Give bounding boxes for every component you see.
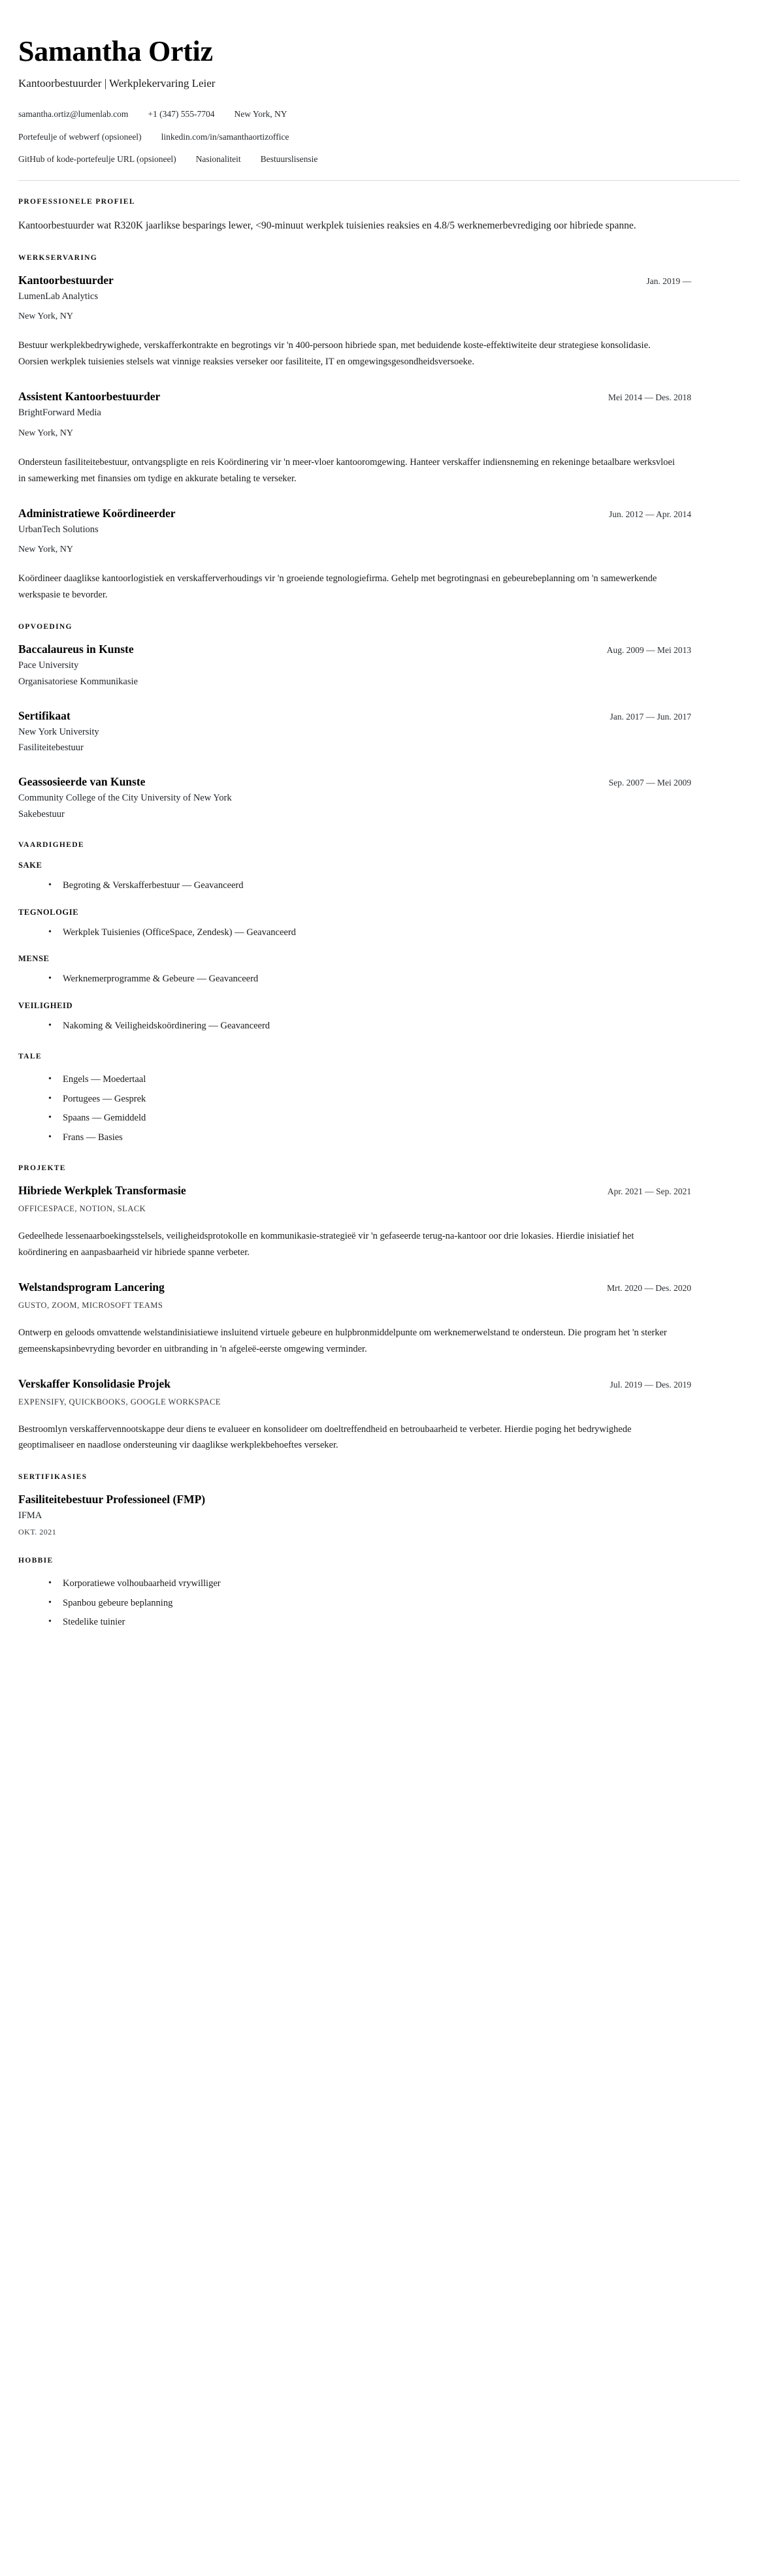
education-field: Fasiliteitebestuur [18, 742, 84, 754]
project-description: Ontwerp en geloods omvattende welstandinisiatiewe insluitend virtuele gebeure en hulpbronmiddelpunte om werknemerwelstand te ondersteun. Die program het 'n sterker gemeenskapsinbevryding bevorder en uitbranding in 'n afgeleë-eerste omgewing verminder. [18, 1327, 667, 1354]
experience-role: Kantoorbestuurder [18, 273, 114, 287]
section-title-education: OPVOEDING [18, 623, 73, 631]
project-entry-head [18, 1184, 691, 1198]
skill-group [18, 908, 740, 940]
project-entry-head [18, 1280, 691, 1295]
education-school: Pace University [18, 660, 79, 671]
contact-line-extra [18, 153, 740, 166]
experience-location: New York, NY [18, 545, 74, 555]
experience-description: Bestuur werkplekbedrywighede, verskafferkontrakte en begrotings vir 'n 400-persoon hibriede span, met beduidende koste-effektiwiteite deur strategiese konsolidasie. Oorsien werkplek tuisienies stelsels wat vinnige reaksies verseker oor fasiliteite, IT en omgewingsgesondheidsversoeke. [18, 340, 651, 368]
experience-location: New York, NY [18, 428, 74, 438]
education-entry-head [18, 775, 691, 789]
experience-location: New York, NY [18, 311, 74, 322]
experience-company: LumenLab Analytics [18, 291, 99, 302]
candidate-name: Samantha Ortiz [18, 35, 213, 67]
section-projects [18, 1164, 740, 1454]
project-name: Verskaffer Konsolidasie Projek [18, 1376, 171, 1390]
candidate-headline: Kantoorbestuurder | Werkplekervaring Leier [18, 77, 216, 90]
section-professional-profile [18, 198, 740, 234]
education-entry [18, 643, 740, 689]
skill-category-label: TEGNOLOGIE [18, 907, 79, 917]
experience-role: Administratiewe Koördineerder [18, 506, 176, 520]
certification-name: Fasiliteitebestuur Professioneel (FMP) [18, 1493, 206, 1506]
section-skills [18, 841, 740, 1033]
hobby-item: • Korporatiewe volhoubaarheid vrywilliger [18, 1576, 740, 1591]
project-name: Welstandsprogram Lancering [18, 1280, 165, 1294]
education-field: Sakebestuur [18, 808, 65, 819]
section-title-hobbies: HOBBIE [18, 1557, 54, 1565]
experience-entry [18, 274, 740, 371]
project-entry [18, 1280, 740, 1358]
contact-linkedin[interactable]: linkedin.com/in/samanthaortizoffice [161, 131, 289, 142]
experience-date: Mei 2014 — Des. 2018 [608, 392, 691, 403]
contact-line-portfolio [18, 131, 740, 144]
section-title-skills: VAARDIGHEDE [18, 841, 84, 850]
contact-location: New York, NY [234, 109, 287, 119]
project-entry [18, 1184, 740, 1261]
skill-category-label: VEILIGHEID [18, 1000, 73, 1010]
experience-company: BrightForward Media [18, 407, 101, 419]
certification-entry [18, 1493, 740, 1537]
education-field: Organisatoriese Kommunikasie [18, 676, 138, 687]
education-school: New York University [18, 726, 99, 737]
project-description: Bestroomlyn verskaffervennootskappe deur diens te evalueer en konsolideer om doeltreffendheid en betroubaarheid te verbeter. Hierdie poging het bedrywighede geoptimaliseer en naadlose ondersteuning vir daaglikse werkplekbehoeftes verseker. [18, 1423, 632, 1451]
resume-header [18, 36, 740, 166]
section-certifications [18, 1473, 740, 1537]
section-work-experience [18, 254, 740, 604]
skill-list [18, 972, 740, 986]
contact-driving-licence: Bestuurslisensie [260, 153, 318, 164]
experience-description: Koördineer daaglikse kantoorlogistiek en verskafferverhoudings vir 'n groeiende tegnologiefirma. Gehelp met begrotingnasi en gebeurebeplanning om 'n samewerkende werkspasie te bevorder. [18, 573, 657, 601]
experience-entry [18, 507, 740, 604]
skill-group [18, 861, 740, 893]
education-entry-head [18, 709, 691, 724]
skill-item: • Werkplek Tuisienies (OfficeSpace, Zendesk) — Geavanceerd [18, 925, 740, 940]
experience-role: Assistent Kantoorbestuurder [18, 390, 161, 404]
experience-entry [18, 390, 740, 487]
profile-summary-text: Kantoorbestuurder wat R320K jaarlikse besparings lewer, <90-minuut werkplek tuisienies reaksies en 4.8/5 werknemerbevrediging oor hibriede spanne. [18, 220, 636, 232]
project-date: Apr. 2021 — Sep. 2021 [607, 1186, 691, 1197]
section-title-projects: PROJEKTE [18, 1164, 66, 1173]
header-divider [18, 180, 740, 181]
skill-list [18, 878, 740, 893]
skill-item: • Nakoming & Veiligheidskoördinering — Geavanceerd [18, 1019, 740, 1033]
section-title-experience: WERKSERVARING [18, 253, 98, 262]
project-tech-stack: OFFICESPACE, NOTION, SLACK [18, 1204, 146, 1214]
section-languages [18, 1053, 740, 1145]
hobby-item: • Stedelike tuinier [18, 1615, 740, 1629]
skill-item: • Werknemerprogramme & Gebeure — Geavanceerd [18, 972, 740, 986]
experience-entry-head [18, 507, 691, 521]
skill-category-label: SAKE [18, 861, 42, 870]
language-item: • Spaans — Gemiddeld [18, 1111, 740, 1125]
certification-issuer: IFMA [18, 1510, 42, 1521]
project-date: Jul. 2019 — Des. 2019 [610, 1379, 691, 1390]
hobby-item: • Spanbou gebeure beplanning [18, 1596, 740, 1610]
contact-phone[interactable]: +1 (347) 555-7704 [148, 109, 215, 119]
hobby-list [18, 1576, 740, 1629]
experience-entry-head [18, 274, 691, 288]
section-title-profile: PROFESSIONELE PROFIEL [18, 198, 135, 206]
education-date: Sep. 2007 — Mei 2009 [608, 778, 691, 788]
education-degree: Geassosieerde van Kunste [18, 775, 146, 789]
certification-date: OKT. 2021 [18, 1527, 57, 1537]
education-date: Aug. 2009 — Mei 2013 [606, 645, 691, 656]
skill-item: • Begroting & Verskafferbestuur — Geavanceerd [18, 878, 740, 893]
language-item: • Portugees — Gesprek [18, 1092, 740, 1106]
project-tech-stack: EXPENSIFY, QUICKBOOKS, GOOGLE WORKSPACE [18, 1397, 221, 1407]
education-date: Jan. 2017 — Jun. 2017 [610, 711, 691, 722]
section-title-certifications: SERTIFIKASIES [18, 1473, 88, 1482]
project-tech-stack: GUSTO, ZOOM, MICROSOFT TEAMS [18, 1300, 163, 1310]
language-list [18, 1072, 740, 1145]
skill-category-label: MENSE [18, 954, 50, 964]
project-date: Mrt. 2020 — Des. 2020 [607, 1282, 691, 1293]
skill-group [18, 954, 740, 986]
section-title-languages: TALE [18, 1053, 42, 1061]
skill-group [18, 1001, 740, 1033]
section-hobbies [18, 1557, 740, 1629]
experience-entry-head [18, 390, 691, 404]
education-entry [18, 709, 740, 755]
education-school: Community College of the City University of New York [18, 792, 232, 803]
education-entry-head [18, 643, 691, 657]
project-entry [18, 1377, 740, 1454]
section-education [18, 623, 740, 821]
experience-description: Ondersteun fasiliteitebestuur, ontvangspligte en reis Koördinering vir 'n meer-vloer kantooromgewing. Hanteer verskaffer indiensneming en rekeninge betaalbare werksvloei in samewerking met finansies om tydige en akkurate betaling te verseker. [18, 456, 675, 484]
experience-date: Jun. 2012 — Apr. 2014 [608, 509, 691, 519]
project-name: Hibriede Werkplek Transformasie [18, 1184, 186, 1198]
contact-nationality: Nasionaliteit [195, 153, 241, 164]
experience-company: UrbanTech Solutions [18, 524, 99, 535]
language-item: • Engels — Moedertaal [18, 1072, 740, 1087]
skill-list [18, 925, 740, 940]
contact-portfolio-placeholder[interactable]: Portefeulje of webwerf (opsioneel) [18, 131, 142, 142]
education-degree: Baccalaureus in Kunste [18, 643, 134, 656]
contact-line-primary [18, 108, 740, 121]
contact-github-placeholder[interactable]: GitHub of kode-portefeulje URL (opsioneel) [18, 153, 176, 164]
education-degree: Sertifikaat [18, 708, 71, 722]
skill-list [18, 1019, 740, 1033]
experience-date: Jan. 2019 — [646, 276, 691, 286]
education-entry [18, 775, 740, 821]
contact-email[interactable]: samantha.ortiz@lumenlab.com [18, 109, 129, 119]
project-entry-head [18, 1377, 691, 1391]
project-description: Gedeelhede lessenaarboekingsstelsels, veiligheidsprotokolle en kommunikasie-strategieë vir 'n gefaseerde terug-na-kantoor oor drie lokasies. Hierdie inisiatief het koördinering en aanpasbaarheid vir hibriede spanne verbeter. [18, 1231, 634, 1258]
language-item: • Frans — Basies [18, 1130, 740, 1145]
